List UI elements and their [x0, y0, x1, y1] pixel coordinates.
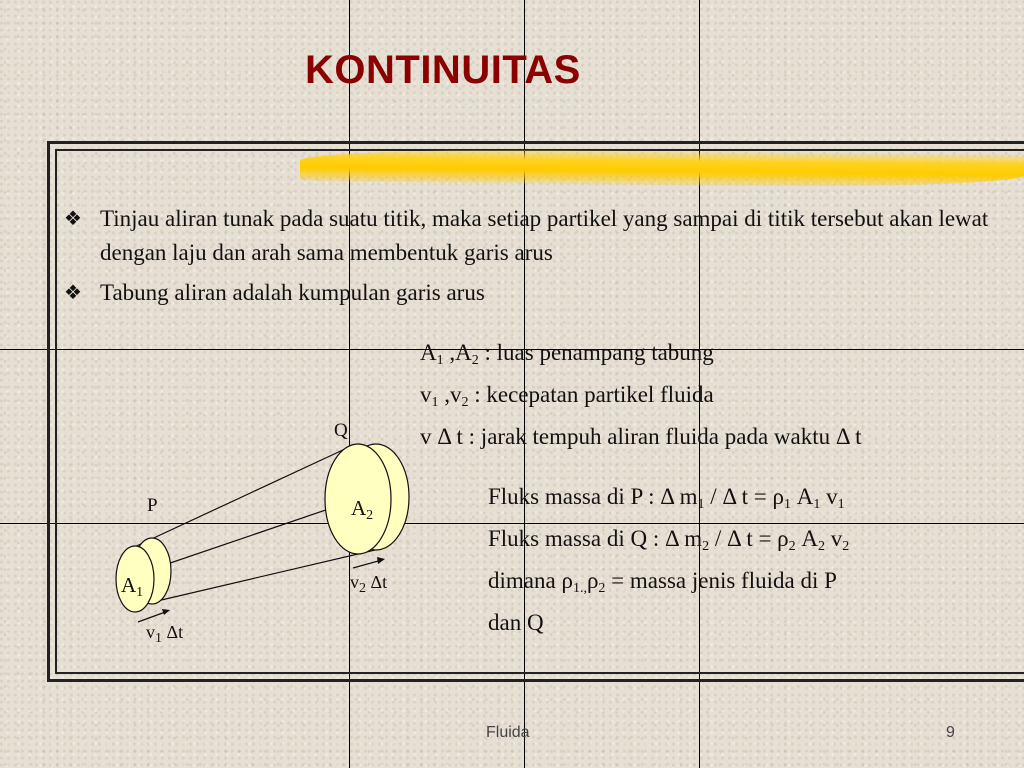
flux-p: Fluks massa di P : Δ $m_1$ / Δ $t = \rho_1$ $A_1$ $v_1$ [488, 484, 845, 512]
definition-velocity: $v_1$ $,v_2$ : kecepatan partikel fluida [420, 382, 714, 410]
flux-density-cont: dan Q [488, 610, 544, 635]
label-v2dt: $v_2$ Δt [350, 572, 388, 596]
flux-q: Fluks massa di Q : Δ $m_2$ / Δ $t = \rho_2$ $A_2$ $v_2$ [488, 526, 850, 554]
streamline-top [130, 449, 345, 549]
velocity-arrow-2-head [377, 557, 385, 564]
flux-density: dimana $\rho_{1.,}\rho_2$ = massa jenis fluida di P [488, 568, 837, 596]
page-number: 9 [946, 724, 955, 741]
label-p: P [147, 495, 158, 516]
definition-area: $A_1$ $,A_2$ : luas penampang tabung [420, 340, 714, 368]
footer-title: Fluida [486, 724, 530, 741]
definition-distance: v Δ t : jarak tempuh aliran fluida pada waktu Δ t [420, 424, 862, 449]
bullet-text: Tabung aliran adalah kumpulan garis arus [100, 280, 485, 305]
label-q: Q [334, 420, 348, 441]
streamline-bottom [140, 550, 375, 605]
bullet-text: Tinjau aliran tunak pada suatu titik, maka setiap partikel yang sampai di titik tersebut akan lewat dengan laju dan arah sama membentuk garis arus [100, 206, 989, 265]
label-v1dt: $v_1$ Δt [146, 622, 184, 646]
label-a2: $A_2$ [351, 496, 374, 523]
label-a1: $A_1$ [121, 573, 144, 600]
diamond-bullet-icon: ❖ [64, 282, 82, 304]
slide-title: KONTINUITAS [305, 48, 581, 92]
velocity-arrow-1-head [162, 609, 170, 615]
diamond-bullet-icon: ❖ [64, 208, 82, 230]
